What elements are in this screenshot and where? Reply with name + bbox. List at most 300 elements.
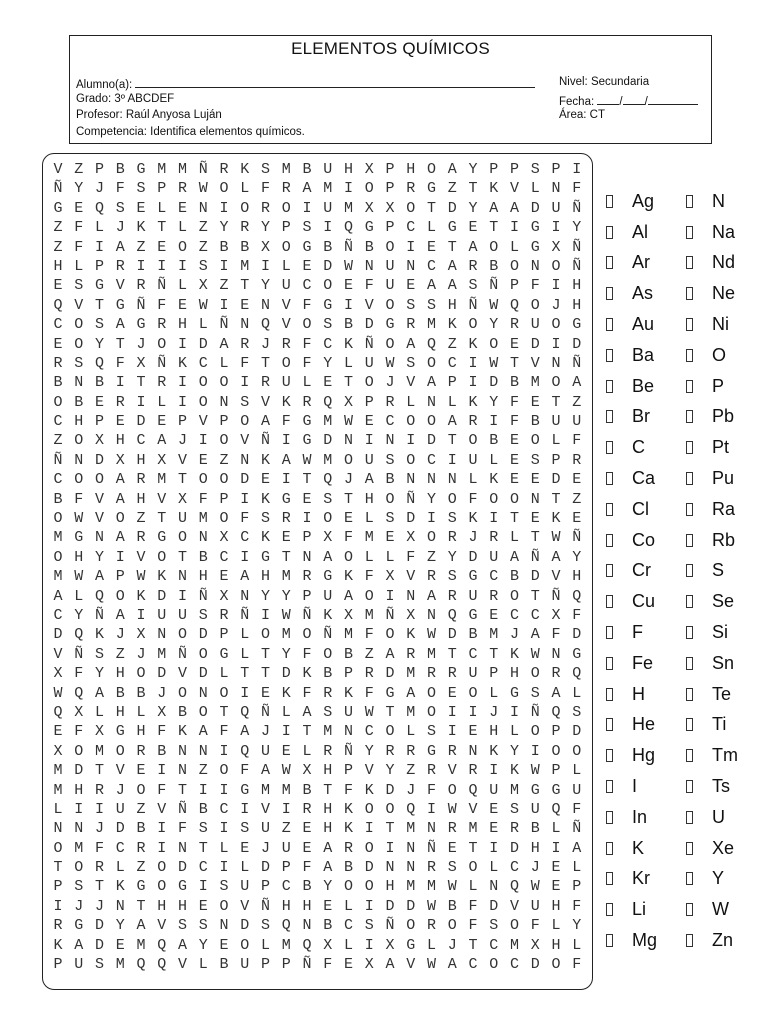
grid-letter[interactable]: N [198,529,208,547]
grid-letter[interactable]: G [385,316,395,334]
grid-letter[interactable]: R [53,917,63,935]
grid-letter[interactable]: O [240,413,250,431]
grid-letter[interactable]: P [53,878,63,896]
grid-letter[interactable]: O [74,316,84,334]
grid-letter[interactable]: E [323,374,333,392]
grid-letter[interactable]: N [385,859,395,877]
grid-letter[interactable]: E [406,277,416,295]
grid-letter[interactable]: P [385,219,395,237]
grid-letter[interactable]: C [219,548,229,566]
grid-letter[interactable]: K [323,606,333,624]
grid-letter[interactable]: R [157,374,167,392]
grid-letter[interactable]: F [302,296,312,314]
grid-letter[interactable]: S [74,277,84,295]
checkbox-icon[interactable] [686,534,693,547]
grid-letter[interactable]: U [551,413,561,431]
grid-letter[interactable]: O [364,587,374,605]
grid-letter[interactable]: T [157,510,167,528]
grid-letter[interactable]: Z [198,219,208,237]
grid-letter[interactable]: O [509,917,519,935]
grid-letter[interactable]: S [364,917,374,935]
grid-letter[interactable]: Ñ [157,354,167,372]
grid-letter[interactable]: L [74,257,84,275]
grid-letter[interactable]: E [302,490,312,508]
grid-letter[interactable]: Z [53,238,63,256]
grid-letter[interactable]: U [157,606,167,624]
grid-letter[interactable]: I [136,606,146,624]
grid-letter[interactable]: P [219,490,229,508]
grid-letter[interactable]: U [530,897,540,915]
grid-letter[interactable]: U [551,199,561,217]
grid-letter[interactable]: I [94,800,104,818]
grid-letter[interactable]: O [385,335,395,353]
grid-letter[interactable]: B [447,897,457,915]
grid-letter[interactable]: I [281,432,291,450]
grid-letter[interactable]: R [447,665,457,683]
grid-letter[interactable]: N [302,548,312,566]
grid-letter[interactable]: G [572,316,582,334]
grid-letter[interactable]: D [385,781,395,799]
grid-letter[interactable]: S [530,161,540,178]
grid-letter[interactable]: D [364,316,374,334]
grid-letter[interactable]: G [447,219,457,237]
grid-letter[interactable]: R [281,180,291,198]
grid-letter[interactable]: A [447,257,457,275]
grid-letter[interactable]: X [551,606,561,624]
grid-letter[interactable]: E [489,606,499,624]
grid-letter[interactable]: A [115,238,125,256]
grid-letter[interactable]: X [136,626,146,644]
grid-letter[interactable]: M [74,839,84,857]
grid-letter[interactable]: S [198,917,208,935]
grid-letter[interactable]: R [94,781,104,799]
grid-letter[interactable]: R [115,393,125,411]
checkbox-icon[interactable] [686,503,693,516]
grid-letter[interactable]: V [177,956,187,974]
grid-letter[interactable]: O [136,665,146,683]
grid-letter[interactable]: H [572,568,582,586]
grid-letter[interactable]: C [426,257,436,275]
grid-letter[interactable]: Q [240,742,250,760]
grid-letter[interactable]: G [385,684,395,702]
grid-letter[interactable]: A [426,374,436,392]
checkbox-icon[interactable] [606,349,613,362]
grid-letter[interactable]: X [323,936,333,954]
grid-letter[interactable]: V [260,393,270,411]
grid-letter[interactable]: M [53,568,63,586]
grid-letter[interactable]: O [177,626,187,644]
grid-letter[interactable]: A [406,684,416,702]
grid-letter[interactable]: L [426,219,436,237]
grid-letter[interactable]: W [198,180,208,198]
grid-letter[interactable]: Ñ [53,451,63,469]
grid-letter[interactable]: S [447,510,457,528]
grid-letter[interactable]: C [468,645,478,663]
grid-letter[interactable]: E [177,296,187,314]
grid-letter[interactable]: L [509,238,519,256]
grid-letter[interactable]: U [260,742,270,760]
grid-letter[interactable]: Y [572,548,582,566]
grid-letter[interactable]: E [302,820,312,838]
grid-letter[interactable]: E [157,413,167,431]
grid-letter[interactable]: C [53,413,63,431]
grid-letter[interactable]: A [94,684,104,702]
checkbox-icon[interactable] [606,256,613,269]
grid-letter[interactable]: Ñ [572,354,582,372]
grid-letter[interactable]: F [157,781,167,799]
grid-letter[interactable]: Y [281,587,291,605]
grid-letter[interactable]: O [281,238,291,256]
grid-letter[interactable]: T [157,219,167,237]
grid-letter[interactable]: H [198,568,208,586]
grid-letter[interactable]: Q [74,626,84,644]
grid-letter[interactable]: V [115,277,125,295]
grid-letter[interactable]: D [530,568,540,586]
grid-letter[interactable]: E [53,277,63,295]
grid-letter[interactable]: B [53,374,63,392]
grid-letter[interactable]: B [509,568,519,586]
grid-letter[interactable]: I [177,374,187,392]
grid-letter[interactable]: T [343,490,353,508]
grid-letter[interactable]: L [447,393,457,411]
grid-letter[interactable]: A [115,490,125,508]
grid-letter[interactable]: O [489,490,499,508]
grid-letter[interactable]: O [385,490,395,508]
grid-letter[interactable]: H [406,161,416,178]
grid-letter[interactable]: A [551,684,561,702]
grid-letter[interactable]: O [53,393,63,411]
grid-letter[interactable]: G [426,742,436,760]
grid-letter[interactable]: I [406,238,416,256]
grid-letter[interactable]: A [323,859,333,877]
grid-letter[interactable]: S [302,219,312,237]
grid-letter[interactable]: I [219,742,229,760]
grid-letter[interactable]: I [136,393,146,411]
grid-letter[interactable]: K [136,587,146,605]
grid-letter[interactable]: M [364,529,374,547]
grid-letter[interactable]: I [302,199,312,217]
grid-letter[interactable]: X [53,665,63,683]
grid-letter[interactable]: X [302,762,312,780]
grid-letter[interactable]: D [406,510,416,528]
grid-letter[interactable]: Q [94,354,104,372]
grid-letter[interactable]: B [136,684,146,702]
checkbox-icon[interactable] [606,657,613,670]
grid-letter[interactable]: Q [281,917,291,935]
grid-letter[interactable]: M [530,374,540,392]
grid-letter[interactable]: M [468,820,478,838]
grid-letter[interactable]: U [281,277,291,295]
grid-letter[interactable]: K [509,762,519,780]
grid-letter[interactable]: A [364,471,374,489]
grid-letter[interactable]: I [551,219,561,237]
grid-letter[interactable]: T [136,374,146,392]
grid-letter[interactable]: B [489,257,499,275]
grid-letter[interactable]: O [219,510,229,528]
grid-letter[interactable]: O [219,180,229,198]
grid-letter[interactable]: X [364,161,374,178]
grid-letter[interactable]: K [281,684,291,702]
grid-letter[interactable]: G [509,684,519,702]
grid-letter[interactable]: Q [468,781,478,799]
grid-letter[interactable]: P [364,393,374,411]
grid-letter[interactable]: O [572,742,582,760]
checkbox-icon[interactable] [686,349,693,362]
checkbox-icon[interactable] [606,380,613,393]
grid-letter[interactable]: A [302,180,312,198]
grid-letter[interactable]: R [136,277,146,295]
grid-letter[interactable]: T [240,665,250,683]
grid-letter[interactable]: W [447,800,457,818]
grid-letter[interactable]: A [572,839,582,857]
grid-letter[interactable]: A [240,568,250,586]
grid-letter[interactable]: P [281,956,291,974]
grid-letter[interactable]: D [94,917,104,935]
grid-letter[interactable]: H [260,568,270,586]
grid-letter[interactable]: D [406,897,416,915]
grid-letter[interactable]: F [281,413,291,431]
grid-letter[interactable]: H [157,897,167,915]
checkbox-icon[interactable] [686,688,693,701]
grid-letter[interactable]: L [572,859,582,877]
grid-letter[interactable]: I [219,820,229,838]
grid-letter[interactable]: X [343,606,353,624]
grid-letter[interactable]: Z [406,762,416,780]
grid-letter[interactable]: E [509,335,519,353]
grid-letter[interactable]: G [572,645,582,663]
fecha-year-blank[interactable] [648,93,698,105]
grid-letter[interactable]: A [489,199,499,217]
grid-letter[interactable]: T [551,490,561,508]
grid-letter[interactable]: M [323,451,333,469]
grid-letter[interactable]: C [468,956,478,974]
grid-letter[interactable]: M [509,781,519,799]
grid-letter[interactable]: O [219,374,229,392]
grid-letter[interactable]: L [198,316,208,334]
grid-letter[interactable]: S [177,917,187,935]
grid-letter[interactable]: H [177,897,187,915]
grid-letter[interactable]: I [219,257,229,275]
grid-letter[interactable]: P [94,413,104,431]
grid-letter[interactable]: E [530,393,540,411]
grid-letter[interactable]: R [447,742,457,760]
grid-letter[interactable]: F [364,568,374,586]
grid-letter[interactable]: A [426,587,436,605]
grid-letter[interactable]: I [94,238,104,256]
grid-letter[interactable]: R [219,606,229,624]
grid-letter[interactable]: I [260,606,270,624]
grid-letter[interactable]: D [572,723,582,741]
grid-letter[interactable]: S [198,606,208,624]
grid-letter[interactable]: O [115,510,125,528]
checkbox-icon[interactable] [686,380,693,393]
grid-letter[interactable]: Y [198,936,208,954]
grid-letter[interactable]: M [426,878,436,896]
grid-letter[interactable]: L [177,277,187,295]
grid-letter[interactable]: D [198,665,208,683]
grid-letter[interactable]: O [509,490,519,508]
grid-letter[interactable]: O [219,432,229,450]
grid-letter[interactable]: H [281,897,291,915]
grid-letter[interactable]: J [74,897,84,915]
grid-letter[interactable]: Ñ [53,180,63,198]
grid-letter[interactable]: A [447,277,457,295]
grid-letter[interactable]: W [530,762,540,780]
grid-letter[interactable]: X [157,451,167,469]
grid-letter[interactable]: H [551,897,561,915]
grid-letter[interactable]: R [302,393,312,411]
grid-letter[interactable]: Ñ [385,917,395,935]
grid-letter[interactable]: I [468,354,478,372]
grid-letter[interactable]: L [364,510,374,528]
grid-letter[interactable]: Y [489,316,499,334]
grid-letter[interactable]: F [240,762,250,780]
grid-letter[interactable]: T [323,781,333,799]
grid-letter[interactable]: F [572,180,582,198]
grid-letter[interactable]: F [530,277,540,295]
grid-letter[interactable]: Y [468,161,478,178]
grid-letter[interactable]: N [115,897,125,915]
grid-letter[interactable]: K [406,626,416,644]
grid-letter[interactable]: O [198,374,208,392]
grid-letter[interactable]: Z [53,219,63,237]
grid-letter[interactable]: N [74,820,84,838]
grid-letter[interactable]: P [302,587,312,605]
grid-letter[interactable]: V [157,917,167,935]
grid-letter[interactable]: T [447,645,457,663]
grid-letter[interactable]: I [281,800,291,818]
grid-letter[interactable]: W [489,296,499,314]
grid-letter[interactable]: D [177,859,187,877]
grid-letter[interactable]: A [385,645,395,663]
grid-letter[interactable]: G [219,645,229,663]
grid-letter[interactable]: G [74,529,84,547]
grid-letter[interactable]: T [240,277,250,295]
grid-letter[interactable]: V [509,180,519,198]
alumno-blank[interactable] [135,76,535,88]
grid-letter[interactable]: E [572,471,582,489]
grid-letter[interactable]: R [240,219,250,237]
grid-letter[interactable]: X [94,723,104,741]
grid-letter[interactable]: W [198,296,208,314]
grid-letter[interactable]: G [406,936,416,954]
grid-letter[interactable]: O [406,413,416,431]
grid-letter[interactable]: R [509,820,519,838]
grid-letter[interactable]: Z [136,800,146,818]
grid-letter[interactable]: T [219,703,229,721]
grid-letter[interactable]: J [260,839,270,857]
grid-letter[interactable]: V [509,897,519,915]
grid-letter[interactable]: T [447,238,457,256]
grid-letter[interactable]: Ñ [94,606,104,624]
grid-letter[interactable]: D [447,626,457,644]
grid-letter[interactable]: P [260,956,270,974]
grid-letter[interactable]: D [572,335,582,353]
word-search-grid[interactable] [51,160,584,974]
checkbox-icon[interactable] [686,626,693,639]
grid-letter[interactable]: Y [323,878,333,896]
grid-letter[interactable]: F [530,917,540,935]
grid-letter[interactable]: D [198,626,208,644]
checkbox-icon[interactable] [606,626,613,639]
grid-letter[interactable]: L [302,742,312,760]
grid-letter[interactable]: O [468,859,478,877]
grid-letter[interactable]: M [323,413,333,431]
grid-letter[interactable]: M [406,820,416,838]
grid-letter[interactable]: Ñ [177,645,187,663]
grid-letter[interactable]: V [53,645,63,663]
grid-letter[interactable]: J [177,432,187,450]
grid-letter[interactable]: R [136,529,146,547]
grid-letter[interactable]: P [343,665,353,683]
grid-letter[interactable]: G [94,277,104,295]
grid-letter[interactable]: D [509,839,519,857]
grid-letter[interactable]: C [53,316,63,334]
grid-letter[interactable]: T [177,781,187,799]
grid-letter[interactable]: G [302,413,312,431]
grid-letter[interactable]: A [426,277,436,295]
grid-letter[interactable]: B [136,820,146,838]
grid-letter[interactable]: Q [572,665,582,683]
grid-letter[interactable]: A [406,335,416,353]
grid-letter[interactable]: Q [447,606,457,624]
grid-letter[interactable]: X [530,936,540,954]
grid-letter[interactable]: L [572,936,582,954]
grid-letter[interactable]: D [94,451,104,469]
grid-letter[interactable]: B [74,393,84,411]
grid-letter[interactable]: E [468,219,478,237]
grid-letter[interactable]: D [323,257,333,275]
grid-letter[interactable]: C [364,723,374,741]
grid-letter[interactable]: C [198,859,208,877]
grid-letter[interactable]: O [530,296,540,314]
grid-letter[interactable]: I [489,839,499,857]
grid-letter[interactable]: E [136,762,146,780]
grid-letter[interactable]: Q [426,335,436,353]
grid-letter[interactable]: H [572,277,582,295]
grid-letter[interactable]: A [157,432,167,450]
grid-letter[interactable]: R [468,762,478,780]
grid-letter[interactable]: F [115,354,125,372]
grid-letter[interactable]: F [198,490,208,508]
grid-letter[interactable]: O [385,296,395,314]
grid-letter[interactable]: I [302,510,312,528]
grid-letter[interactable]: U [530,316,540,334]
grid-letter[interactable]: W [74,510,84,528]
grid-letter[interactable]: I [157,820,167,838]
grid-letter[interactable]: U [364,451,374,469]
grid-letter[interactable]: U [468,587,478,605]
grid-letter[interactable]: A [115,606,125,624]
grid-letter[interactable]: O [426,529,436,547]
grid-letter[interactable]: I [198,781,208,799]
grid-letter[interactable]: V [551,568,561,586]
grid-letter[interactable]: I [157,257,167,275]
grid-letter[interactable]: F [364,277,374,295]
checkbox-icon[interactable] [686,872,693,885]
grid-letter[interactable]: I [385,587,395,605]
grid-letter[interactable]: U [468,665,478,683]
grid-letter[interactable]: D [94,936,104,954]
grid-letter[interactable]: E [572,510,582,528]
grid-letter[interactable]: A [115,529,125,547]
grid-letter[interactable]: H [74,413,84,431]
grid-letter[interactable]: T [447,432,457,450]
grid-letter[interactable]: X [551,238,561,256]
grid-letter[interactable]: J [509,626,519,644]
grid-letter[interactable]: I [240,490,250,508]
grid-letter[interactable]: P [177,413,187,431]
